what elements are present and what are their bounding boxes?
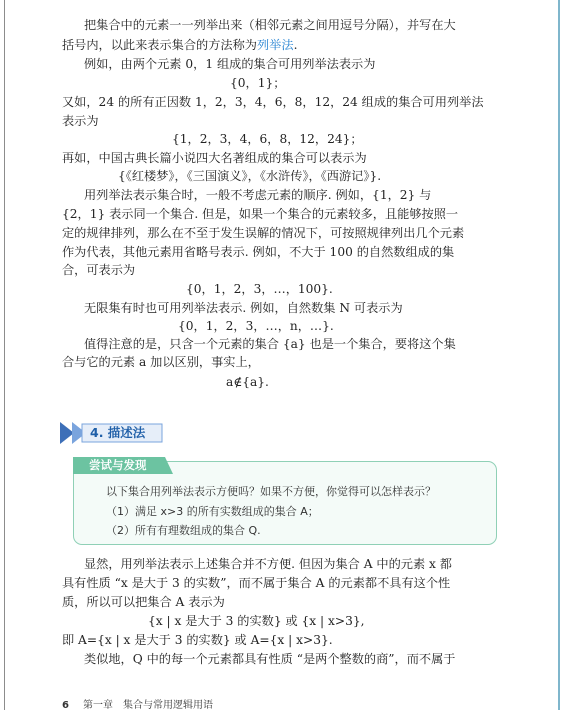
para2-line2: {2，1} 表示同一个集合. 但是，如果一个集合的元素较多，且能够按照一 (62, 207, 459, 221)
para2-line4: 作为代表，其他元素用省略号表示. 例如，不大于 100 的自然数组成的集 (62, 245, 455, 259)
example2-line1: 又如，24 的所有正因数 1，2，3，4，6，8，12，24 组成的集合可用列举法 (62, 95, 484, 109)
para1-line2-end: . (293, 38, 298, 52)
para2-line1: 用列举法表示集合时，一般不考虑元素的顺序. 例如，{1，2} 与 (84, 188, 432, 202)
example1-line1: 例如，由两个元素 0，1 组成的集合可用列举法表示为 (84, 57, 376, 71)
para1-line2-text: 括号内，以此来表示集合的方法称为 (62, 38, 257, 52)
example3-set: {《红楼梦》，《三国演义》，《水浒传》，《西游记》}. (118, 169, 382, 183)
try-discover-tag (73, 457, 173, 474)
section-heading (60, 422, 164, 444)
para2-line5: 合，可表示为 (62, 263, 136, 277)
try-item-2: （2）所有有理数组成的集合 Q. (106, 524, 261, 537)
para5-set: {x | x 是大于 3 的实数} 或 {x | x>3}, (148, 614, 365, 628)
para3-set: {0，1，2，3，…，n，…}. (178, 319, 334, 333)
chapter-title: 第一章 集合与常用逻辑用语 (82, 700, 213, 711)
para5-line5: 类似地，Q 中的每一个元素都具有性质 “是两个整数的商”，而不属于 (84, 652, 456, 666)
page-footer (62, 700, 213, 712)
para1-line1: 把集合中的元素一一列举出来（相邻元素之间用逗号分隔），并写在大 (84, 18, 456, 32)
para5-line1: 显然，用列举法表示上述集合并不方便. 但因为集合 A 中的元素 x 都 (84, 557, 452, 571)
para5-line3: 质，所以可以把集合 A 表示为 (62, 595, 225, 609)
para4-formula: a∉{a}. (226, 375, 269, 389)
para5-line2: 具有性质 “x 是大于 3 的实数”，而不属于集合 A 的元素都不具有这个性 (62, 576, 451, 590)
para1-line2 (62, 37, 297, 53)
para4-line2: 合与它的元素 a 加以区别，事实上， (62, 355, 260, 369)
example2-line2: 表示为 (62, 114, 99, 128)
example2-set: {1，2，3，4，6，8，12，24}； (172, 132, 363, 146)
page-number: 6 (62, 700, 69, 711)
try-item-1: （1）满足 x>3 的所有实数组成的集合 A； (106, 505, 319, 518)
para5-line4: 即 A={x | x 是大于 3 的实数} 或 A={x | x>3}. (62, 633, 333, 647)
para4-line1: 值得注意的是，只含一个元素的集合 {a} 也是一个集合，要将这个集 (84, 337, 456, 351)
term-enumeration-method: 列举法 (257, 38, 294, 52)
try-discover-tag-text: 尝试与发现 (89, 458, 147, 472)
example1-set: {0，1}； (230, 76, 286, 90)
example3-line1: 再如，中国古典长篇小说四大名著组成的集合可以表示为 (62, 151, 367, 165)
para2-set: {0，1，2，3，…，100}. (186, 282, 333, 296)
try-question: 以下集合用列举法表示方便吗？如果不方便，你觉得可以怎样表示？ (106, 485, 436, 498)
para2-line3: 定的规律排列，那么在不至于发生误解的情况下，可按照规律列出几个元素 (62, 226, 465, 240)
para3-line1: 无限集有时也可用列举法表示. 例如，自然数集 N 可表示为 (84, 301, 403, 315)
section-heading-text: 4. 描述法 (90, 425, 146, 440)
